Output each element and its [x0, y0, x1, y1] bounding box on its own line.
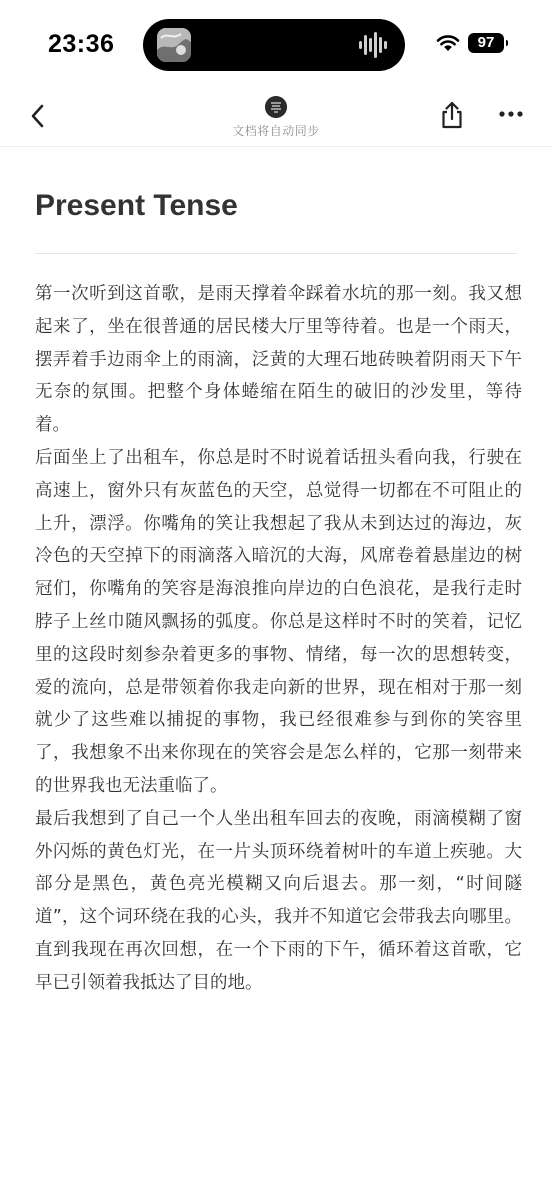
paragraph[interactable]: 后面坐上了出租车，你总是时不时说着话扭头看向我，行驶在高速上，窗外只有灰蓝色的天空，总觉得一切都在不可阻止的上升，漂浮。你嘴角的笑让我想起了我从未到达过的海边，灰冷色的天空掉下的雨滴落入暗沉的大海，风席卷着悬崖边的树冠们，你嘴角的笑容是海浪推向岸边的白色浪花，是我行走时脖子上丝巾随风飘扬的弧度。你总是这样时不时的笑着，记忆里的这段时刻参杂着更多的事物、情绪，每一次的思想转变，爱的流向，总是带领着你我走向新的世界，现在相对于那一刻就少了这些难以捕捉的事物，我已经很难参与到你的笑容里了，我想象不出来你现在的笑容会是怎么样的，它那一刻带来的世界我也无法重临了。: [35, 447, 522, 796]
document-body[interactable]: [35, 278, 522, 1000]
now-playing-icon[interactable]: [157, 28, 191, 62]
document-title[interactable]: Present Tense: [35, 189, 238, 222]
wifi-icon: [436, 34, 460, 52]
title-divider: [35, 253, 517, 254]
doc-header: [0, 96, 552, 139]
status-time: 23:36: [48, 30, 115, 58]
dynamic-island[interactable]: [143, 19, 405, 71]
avatar[interactable]: [265, 96, 287, 118]
sync-status: 文档将自动同步: [232, 124, 320, 138]
more-icon[interactable]: [498, 104, 524, 124]
paragraph[interactable]: 第一次听到这首歌，是雨天撑着伞踩着水坑的那一刻。我又想起来了，坐在很普通的居民楼大厅里等待着。也是一个雨天，摆弄着手边雨伞上的雨滴，泛黄的大理石地砖映着阴雨天下午无奈的氛围。把整个身体蜷缩在陌生的破旧的沙发里，等待着。: [35, 284, 522, 436]
share-icon[interactable]: [438, 100, 466, 130]
status-bar: [0, 0, 552, 92]
nav-bar: [0, 92, 552, 147]
audio-waveform-icon: [359, 32, 389, 58]
paragraph[interactable]: 最后我想到了自己一个人坐出租车回去的夜晚，雨滴模糊了窗外闪烁的黄色灯光，在一片头顶环绕着树叶的车道上疾驰。大部分是黑色，黄色亮光模糊又向后退去。那一刻，“时间隧道”，这个词环绕在我的心头，我并不知道它会带我去向哪里。直到我现在再次回想，在一个下雨的下午，循环着这首歌，它早已引领着我抵达了目的地。: [35, 808, 522, 993]
battery-indicator: 97: [468, 33, 504, 53]
status-indicators: [436, 33, 504, 53]
